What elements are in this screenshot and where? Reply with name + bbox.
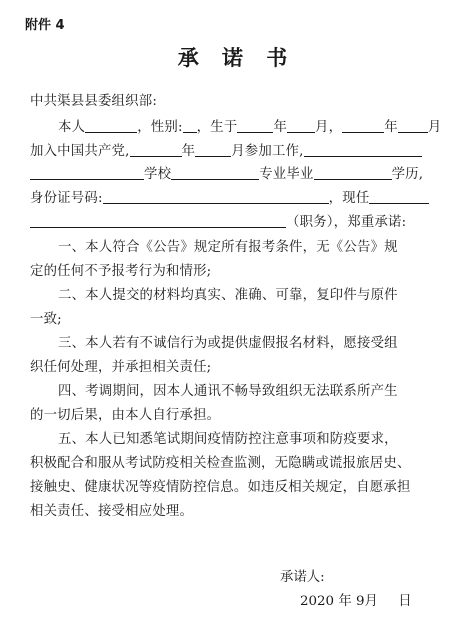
birth-year-field: [237, 119, 273, 133]
join-year-field: [342, 119, 384, 133]
form-line-2: [30, 143, 422, 160]
form-line-1: 本人 ，性别: ，生于 年 月， 年 月: [58, 120, 442, 135]
clause-4-line-2: 的一切后果，由本人自行承担。: [30, 408, 221, 423]
clause-4-line-1: 四、考调期间，因本人通讯不畅导致组织无法联系所产生: [58, 384, 398, 399]
form-line-3: [30, 166, 423, 183]
form-line-5: [30, 214, 406, 231]
clause-5-line-3: 接触史、健康状况等疫情防控信息。如违反相关规定，自愿承担: [30, 480, 411, 495]
join-month-field: [398, 119, 428, 133]
work-year-label: 年: [181, 144, 196, 159]
clause-5-line-4: 相关责任、接受相应处理。: [30, 504, 194, 519]
clause-3-line-1: 三、本人若有不诚信行为或提供虚假报名材料，愿接受组: [58, 336, 398, 351]
work-extra-field: [304, 143, 422, 157]
join-work-label: 月参加工作,: [231, 144, 304, 159]
date-day-char: 日: [398, 594, 412, 609]
school-field: [30, 166, 144, 180]
current-label: ，现任: [328, 191, 370, 206]
name-label: 本人: [58, 120, 86, 135]
id-label: 身份证号码:: [30, 191, 103, 206]
clause-3-line-2: 织任何处理，并承担相关责任;: [30, 360, 212, 375]
degree-label: 学历,: [391, 167, 424, 182]
current-unit-field: [369, 190, 429, 204]
position-label: （职务），郑重承诺:: [286, 215, 407, 230]
clause-5-line-2: 积极配合和服从考试防疫相关检查监测，无隐瞒或谎报旅居史、: [30, 456, 411, 471]
signatory-label: 承诺人:: [280, 570, 325, 585]
date-month-char: 月: [364, 594, 378, 609]
id-number-field: [103, 190, 329, 204]
join-party-label: 加入中国共产党,: [30, 144, 130, 159]
gender-field: [183, 119, 197, 133]
date-year: 2020: [300, 594, 335, 609]
work-year-field: [130, 143, 182, 157]
form-line-4: [30, 190, 429, 207]
work-month-field: [195, 143, 231, 157]
birth-month-label: 月: [315, 120, 329, 135]
clause-5-line-1: 五、本人已知悉笔试期间疫情防控注意事项和防疫要求，: [58, 432, 398, 447]
clause-1-line-1: 一、本人符合《公告》规定所有报考条件，无《公告》规: [58, 240, 398, 255]
signature-date: [300, 590, 412, 609]
clause-1-line-2: 定的任何不予报考行为和情形;: [30, 264, 212, 279]
salutation: 中共渠县县委组织部:: [30, 94, 158, 109]
school-label: 学校: [144, 167, 172, 182]
gender-label: ，性别:: [137, 120, 183, 135]
birth-month-field: [287, 119, 315, 133]
name-field: [85, 119, 137, 133]
clause-2-line-2: 一致;: [30, 312, 62, 327]
position-field: [30, 214, 286, 228]
attachment-label: 附件 4: [25, 18, 65, 33]
major-label: 专业毕业: [259, 167, 314, 182]
birth-year-label: 年: [273, 120, 288, 135]
major-field: [171, 166, 259, 180]
date-year-char: 年: [338, 594, 352, 609]
join-month-label: 月: [427, 120, 442, 135]
date-month: 9: [356, 594, 365, 609]
clause-2-line-1: 二、本人提交的材料均真实、准确、可靠，复印件与原件: [58, 288, 398, 303]
join-year-label: 年: [384, 120, 398, 135]
document-title: 承 诺 书: [177, 45, 296, 70]
degree-field: [314, 166, 392, 180]
born-label: ，生于: [196, 120, 238, 135]
